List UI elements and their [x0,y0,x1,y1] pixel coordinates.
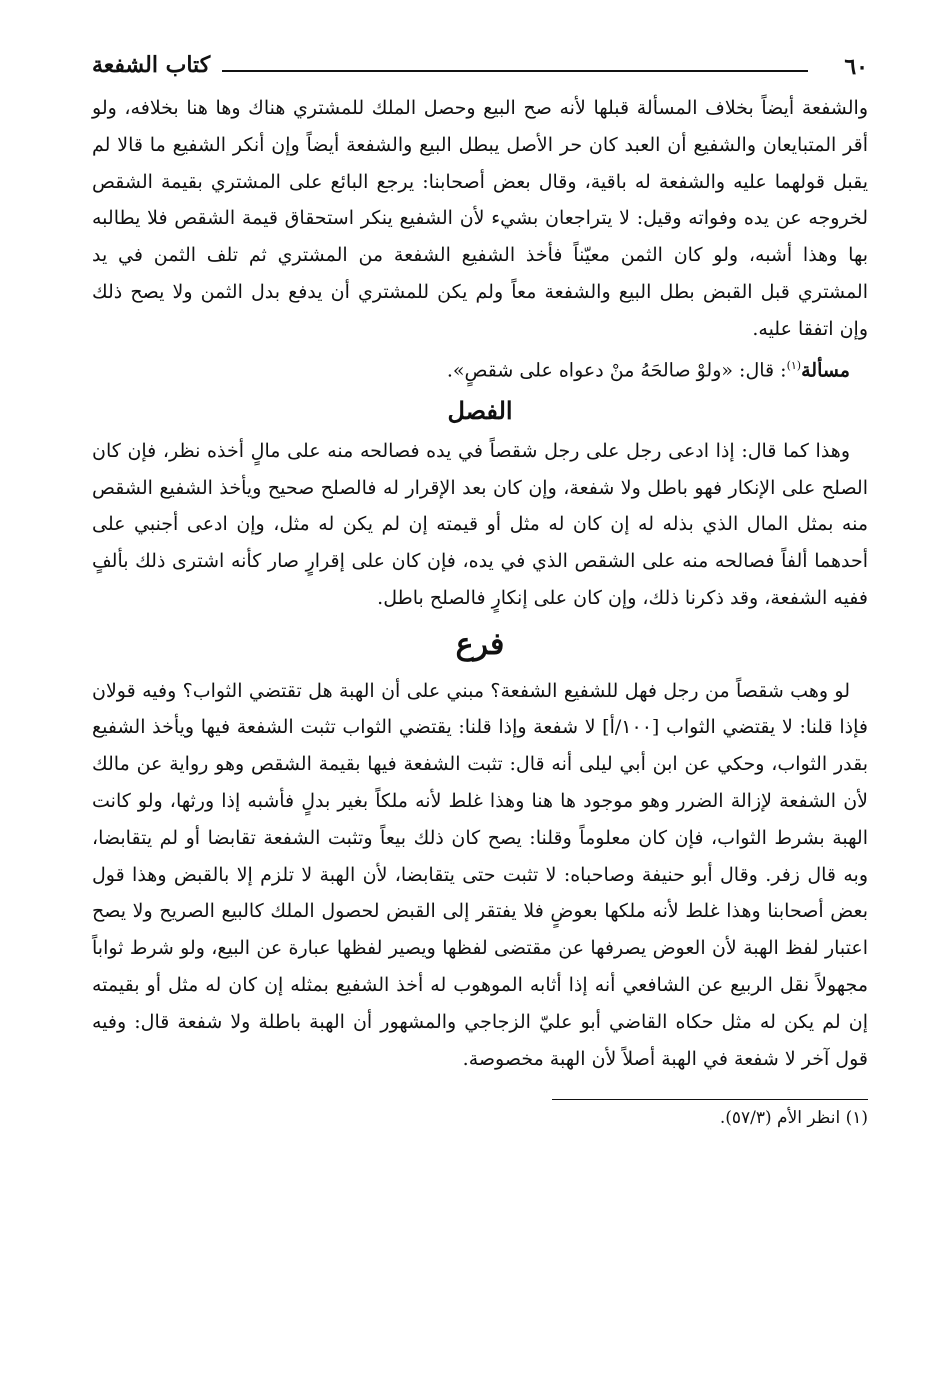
header-rule [222,70,808,72]
masala-label: مسألة [801,358,850,381]
running-title: كتاب الشفعة [92,52,211,78]
footnote: (١) انظر الأم (٥٧/٣). [719,1108,868,1129]
book-page [92,50,868,1128]
page-header [92,50,868,90]
masala-line [92,348,868,389]
footnote-rule [552,1099,868,1100]
section-heading-fasl: الفصل [447,395,513,425]
footnote-ref: (١) [786,358,802,372]
masala-text: : قال: «ولوْ صالحَهُ منْ دعواه على شقصٍ». [446,358,787,381]
page-number: ٦٠ [844,54,868,80]
section-heading-far: فرع [455,626,505,662]
paragraph-3: لو وهب شقصاً من رجل فهل للشفيع الشفعة؟ مبني على أن الهبة هل تقتضي الثواب؟ وفيه قولان فإذا قلنا: لا يقتضي الثواب [١٠٠/أ] لا شفعة وإذا قلنا: يقتضي الثواب تثبت الشفعة فيها ويأخذ الشفيع بقدر الثواب، وحكي عن ابن أبي ليلى أنه قال: تثبت الشفعة فيها بقيمة الشقص وهو رواية عن مالك لأن الشفعة لإزالة الضرر وهو موجود ها هنا وهذا غلط لأنه ملكاً بغير بدلٍ فأشبه إذا ورثها، ولو كانت الهبة بشرط الثواب، فإن كان معلوماً وقلنا: يصح كان ذلك بيعاً وتثبت الشفعة تقابضا أو لم يتقابضا، وبه قال زفر. وقال أبو حنيفة وصاحباه: لا تثبت حتى يتقابضا، لأن الهبة لا تلزم إلا بالقبض وهذا قول بعض أصحابنا وهذا غلط لأنه ملكها بعوضٍ فلا يفتقر إلى القبض لحصول الملك كالبيع الصريح ولا يصح اعتبار لفظ الهبة لأن العوض يصرفها عن مقتضى لفظها ويصير لفظها عبارة عن البيع، ولو شرط ثواباً مجهولاً نقل الربيع عن الشافعي أنه إذا أثابه الموهوب له أخذ الشفيع بمثله إن كان له مثل أو بقيمته إن لم يكن له مثل حكاه القاضي أبو عليّ الزجاجي والمشهور أن الهبة باطلة ولا شفعة قال: وفيه قول آخر لا شفعة في الهبة أصلاً لأن الهبة مخصوصة. [92,679,868,1070]
paragraph-1: والشفعة أيضاً بخلاف المسألة قبلها لأنه صح البيع وحصل الملك للمشتري هناك وها هنا بخلافه، ولو أقر المتبايعان والشفيع أن العبد كان حر الأصل يبطل البيع والشفعة أيضاً وإن أنكر الشفيع ما قالا لم يقبل قولهما عليه والشفعة له باقية، وقال بعض أصحابنا: يرجع البائع على المشتري بقيمة الشقص لخروجه عن يده وفواته وقيل: لا يتراجعان بشيء لأن الشفيع ينكر استحقاق قيمة الشقص فلا يطالبه بها وهذا أشبه، ولو كان الثمن معيّناً فأخذ الشفيع الشفعة من المشتري ثم تلف الثمن في يد المشتري قبل القبض بطل البيع والشفعة معاً ولم يكن للمشتري أن يدفع بدل الثمن ولا يصح ذلك وإن اتفقا عليه. [92,97,868,340]
paragraph-2: وهذا كما قال: إذا ادعى رجل على رجل شقصاً في يده فصالحه منه على مالٍ أخذه نظر، فإن كان الصلح على الإنكار فهو باطل ولا شفعة، وإن كان بعد الإقرار له فالصلح صحيح ويأخذ الشفيع الشقص منه بمثل المال الذي بذله له إن كان له مثل أو قيمته إن لم يكن له مثل، وإن ادعى أجنبي على أحدهما ألفاً فصالحه منه على الشقص الذي في يده، فإن كان على إقرارٍ صار كأنه اشترى ذلك بألفٍ ففيه الشفعة، وقد ذكرنا ذلك، وإن كان على إنكارٍ فالصلح باطل. [92,439,868,609]
